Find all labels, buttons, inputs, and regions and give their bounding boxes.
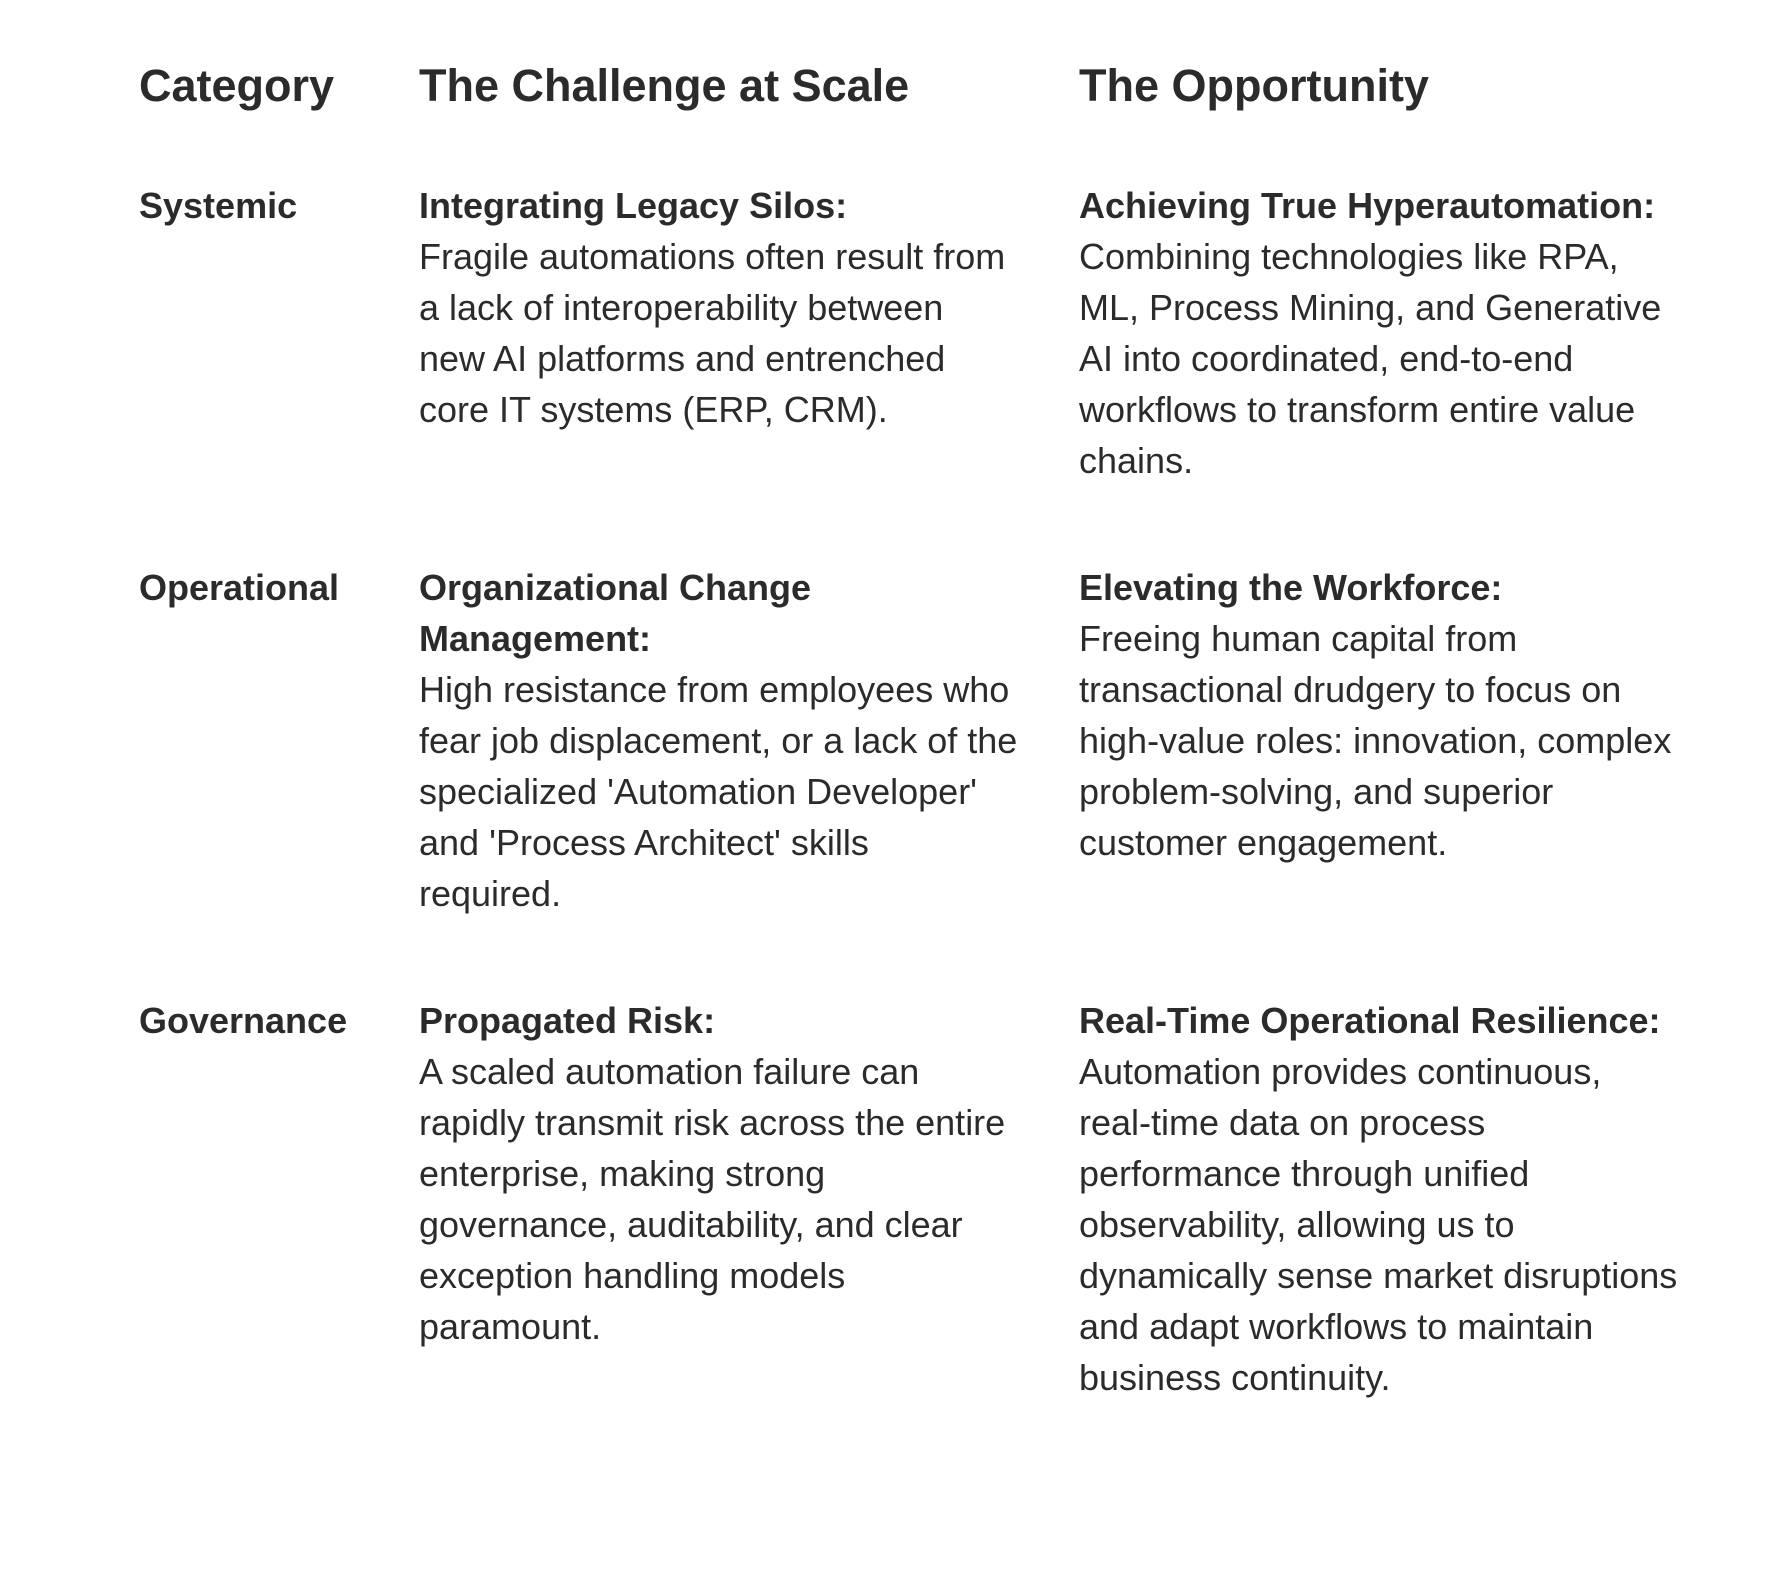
table-row	[139, 995, 1699, 1403]
challenge-cell	[419, 995, 1079, 1403]
opportunity-cell	[1079, 180, 1699, 562]
challenge-text: Fragile automations often result from a lack of interoperability between new AI platforms and entrenched core IT systems (ERP, CRM).	[419, 236, 1006, 430]
header-category: Category	[139, 60, 335, 111]
opportunity-cell	[1079, 562, 1699, 995]
table-row	[139, 562, 1699, 995]
table-header-row	[139, 55, 1699, 180]
challenge-title: Integrating Legacy Silos:	[419, 185, 848, 226]
challenge-title: Organizational Change Management:	[419, 567, 812, 659]
table-row	[139, 180, 1699, 562]
header-opportunity: The Opportunity	[1079, 60, 1429, 111]
opportunity-text: Automation provides continuous, real-time data on process performance through unified observability, allowing us to dynamically sense market disruptions and adapt workflows to maintain business continuity.	[1079, 1051, 1678, 1398]
opportunity-title: Real-Time Operational Resilience:	[1079, 1000, 1661, 1041]
header-challenge: The Challenge at Scale	[419, 60, 910, 111]
opportunity-text: Freeing human capital from transactional drudgery to focus on high-value roles: innovation, complex problem-solving, and superior customer engagement.	[1079, 618, 1672, 863]
category-cell: Systemic	[139, 185, 298, 226]
challenge-cell	[419, 562, 1079, 995]
opportunity-title: Elevating the Workforce:	[1079, 567, 1503, 608]
challenge-cell	[419, 180, 1079, 562]
category-cell: Operational	[139, 567, 340, 608]
challenge-title: Propagated Risk:	[419, 1000, 716, 1041]
opportunity-text: Combining technologies like RPA, ML, Process Mining, and Generative AI into coordinated, end-to-end workflows to transform entire value chains.	[1079, 236, 1662, 481]
category-cell: Governance	[139, 1000, 348, 1041]
challenge-opportunity-table	[139, 55, 1699, 1403]
opportunity-title: Achieving True Hyperautomation:	[1079, 185, 1656, 226]
challenge-text: A scaled automation failure can rapidly transmit risk across the entire enterprise, making strong governance, auditability, and clear exception handling models paramount.	[419, 1051, 1006, 1347]
challenge-text: High resistance from employees who fear job displacement, or a lack of the specialized 'Automation Developer' and 'Process Architect' skills required.	[419, 669, 1018, 914]
opportunity-cell	[1079, 995, 1699, 1403]
